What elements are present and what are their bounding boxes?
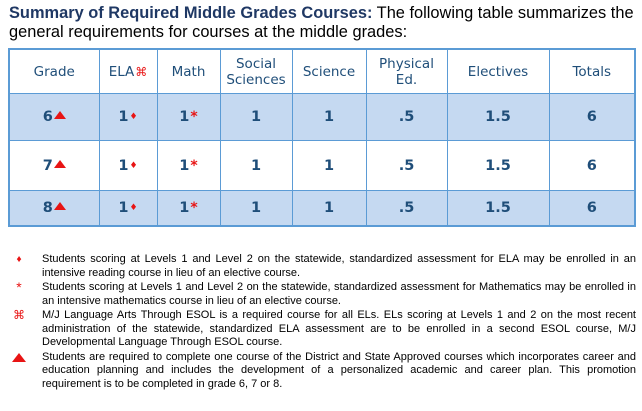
heading-text: The following table summarizes the general requirements for courses at the middle grades: [9,4,634,41]
header-social-sciences: Social Sciences [220,49,292,94]
footnote-esol [8,309,636,350]
asterisk-icon: * [190,200,198,216]
footnote-text: Students scoring at Levels 1 and Level 2 on the statewide, standardized assessment for Mathematics may be enrolled in an intensive mathematics course in lieu of an elective course. [42,281,636,307]
cell-totals: 6 [549,191,635,227]
triangle-icon [54,202,66,210]
table-row [9,191,635,227]
heading-bold: Summary of Required Middle Grades Courses: [9,4,373,22]
cell-pe: .5 [366,191,447,227]
cell-pe: .5 [366,141,447,191]
cell-pe: .5 [366,94,447,141]
diamond-icon: ♦ [129,160,138,171]
diamond-icon: ♦ [129,112,138,122]
cell-electives: 1.5 [447,191,549,227]
header-totals: Totals [549,49,635,94]
x-mark-icon: ⌘ [13,308,25,322]
cell-ela: 1♦ [99,191,157,227]
cell-grade: 6 [9,94,99,141]
cell-math: 1* [157,94,220,141]
footnote-career [8,351,636,392]
table-row [9,94,635,141]
triangle-icon [8,353,30,367]
cell-totals: 6 [549,141,635,191]
header-grade: Grade [9,49,99,94]
cell-math: 1* [157,141,220,191]
triangle-icon [54,160,66,168]
cell-ela: 1♦ [99,141,157,191]
cell-totals: 6 [549,94,635,141]
diamond-icon: ♦ [16,254,22,265]
cell-social: 1 [220,94,292,141]
footnote-text: M/J Language Arts Through ESOL is a required course for all ELs. ELs scoring at Levels 1 and 2 on the most recent administration of the statewide, standardized ELA assessment are to be enrolled in a second ESOL course, M/J Developmental Language Through ESOL course. [42,309,636,348]
cell-electives: 1.5 [447,141,549,191]
diamond-icon: ♦ [129,203,138,213]
header-electives: Electives [447,49,549,94]
asterisk-icon: * [190,157,198,174]
triangle-icon [54,111,66,119]
x-mark-icon: ⌘ [135,64,148,79]
header-math: Math [157,49,220,94]
asterisk-icon: * [190,109,198,125]
footnote-text: Students are required to complete one course of the District and State Approved courses which incorporates career and education planning and includes the development of a personalized academic and career plan. This promotion requirement is to be completed in grade 6, 7 or 8. [42,350,636,390]
cell-social: 1 [220,141,292,191]
footnote-math [8,281,636,308]
footnote-ela [8,253,636,280]
table-row [9,141,635,191]
header-physical-ed: Physical Ed. [366,49,447,94]
header-ela: ELA⌘ [99,49,157,94]
cell-social: 1 [220,191,292,227]
requirements-table [8,48,636,227]
cell-science: 1 [292,191,366,227]
cell-grade: 8 [9,191,99,227]
cell-grade: 7 [9,141,99,191]
cell-electives: 1.5 [447,94,549,141]
cell-ela: 1♦ [99,94,157,141]
summary-heading [9,4,637,42]
footnote-text: Students scoring at Levels 1 and Level 2 on the statewide, standardized assessment for ELA may be enrolled in an intensive reading course in lieu of an elective course. [42,253,636,279]
cell-math: 1* [157,191,220,227]
header-science: Science [292,49,366,94]
footnotes [8,253,636,392]
cell-science: 1 [292,94,366,141]
header-row [9,49,635,94]
asterisk-icon: * [16,279,22,295]
cell-science: 1 [292,141,366,191]
